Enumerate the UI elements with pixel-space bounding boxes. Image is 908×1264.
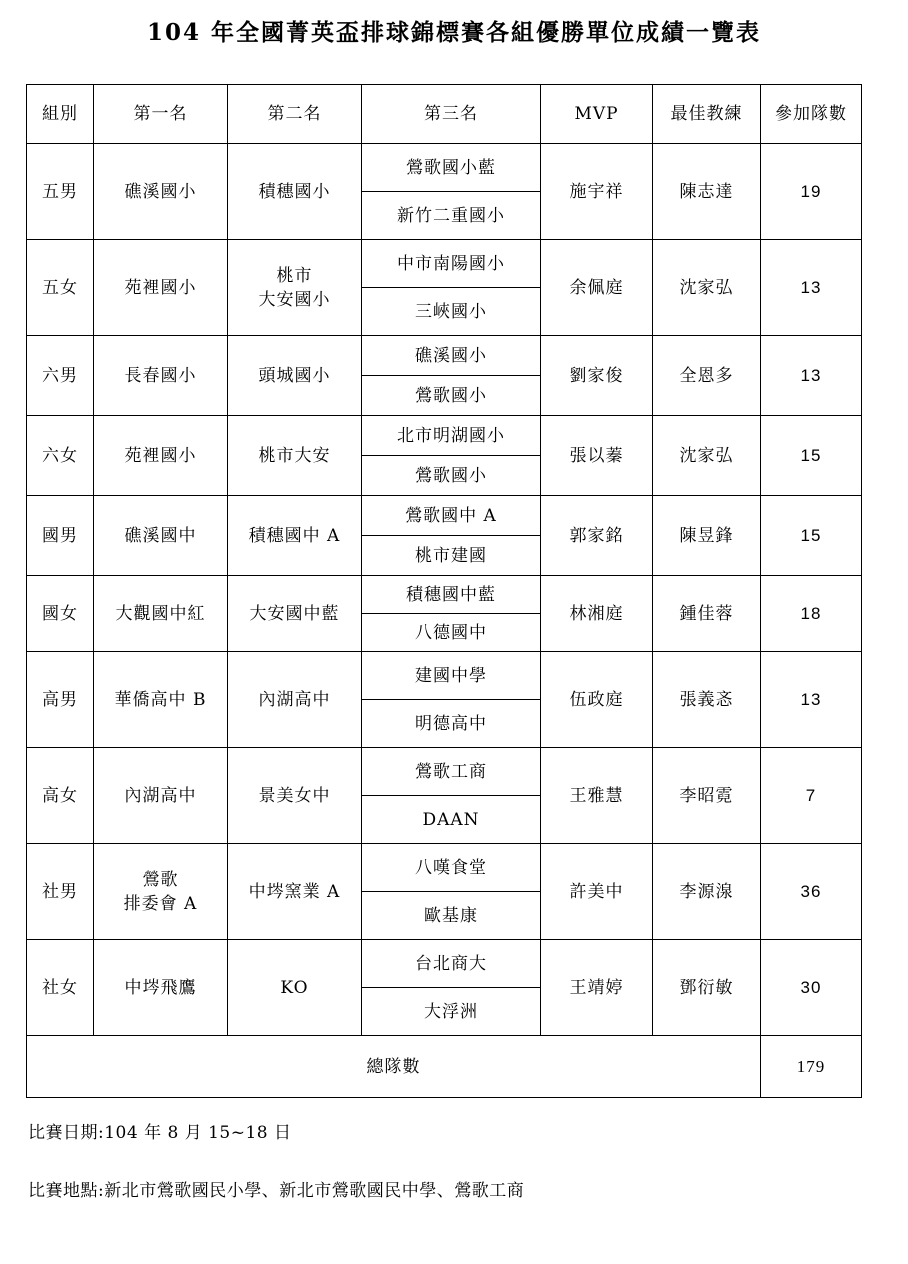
- teams-cell: 30: [761, 940, 862, 1036]
- second-place-cell: 桃市大安: [228, 416, 362, 496]
- first-place-cell: 大觀國中紅: [94, 576, 228, 652]
- third-place-cell: 桃市建國: [362, 536, 541, 576]
- col-header-first: 第一名: [94, 85, 228, 144]
- col-header-teams: 參加隊數: [761, 85, 862, 144]
- first-place-cell: 礁溪國中: [94, 496, 228, 576]
- third-place-cell: 明德高中: [362, 700, 541, 748]
- third-place-cell: 八德國中: [362, 614, 541, 652]
- mvp-cell: 郭家銘: [541, 496, 653, 576]
- mvp-cell: 王雅慧: [541, 748, 653, 844]
- third-place-cell: 積穗國中藍: [362, 576, 541, 614]
- third-place-cell: 鶯歌國小藍: [362, 144, 541, 192]
- third-place-cell: 大浮洲: [362, 988, 541, 1036]
- mvp-cell: 劉家俊: [541, 336, 653, 416]
- coach-cell: 陳志達: [653, 144, 761, 240]
- group-cell: 高女: [27, 748, 94, 844]
- group-cell: 社女: [27, 940, 94, 1036]
- teams-cell: 15: [761, 416, 862, 496]
- col-header-mvp: MVP: [541, 85, 653, 144]
- second-place-cell: 桃市 大安國小: [228, 240, 362, 336]
- second-place-cell: 積穗國小: [228, 144, 362, 240]
- group-cell: 六女: [27, 416, 94, 496]
- group-cell: 高男: [27, 652, 94, 748]
- second-place-cell: 中埁窯業 A: [228, 844, 362, 940]
- first-place-cell: 中埁飛鷹: [94, 940, 228, 1036]
- third-place-cell: 建國中學: [362, 652, 541, 700]
- coach-cell: 張義忞: [653, 652, 761, 748]
- results-body: [27, 144, 862, 1036]
- group-cell: 社男: [27, 844, 94, 940]
- second-place-cell: KO: [228, 940, 362, 1036]
- group-cell: 國男: [27, 496, 94, 576]
- third-place-cell: 台北商大: [362, 940, 541, 988]
- mvp-cell: 施宇祥: [541, 144, 653, 240]
- second-place-cell: 積穗國中 A: [228, 496, 362, 576]
- table-row: [27, 576, 862, 614]
- second-place-cell: 內湖高中: [228, 652, 362, 748]
- teams-cell: 18: [761, 576, 862, 652]
- teams-cell: 7: [761, 748, 862, 844]
- first-place-cell: 苑裡國小: [94, 240, 228, 336]
- table-row: [27, 240, 862, 288]
- coach-cell: 沈家弘: [653, 240, 761, 336]
- third-place-cell: 中市南陽國小: [362, 240, 541, 288]
- third-place-cell: 新竹二重國小: [362, 192, 541, 240]
- mvp-cell: 林湘庭: [541, 576, 653, 652]
- third-place-cell: DAAN: [362, 796, 541, 844]
- teams-cell: 36: [761, 844, 862, 940]
- mvp-cell: 王靖婷: [541, 940, 653, 1036]
- third-place-cell: 三峽國小: [362, 288, 541, 336]
- mvp-cell: 伍政庭: [541, 652, 653, 748]
- coach-cell: 沈家弘: [653, 416, 761, 496]
- third-place-cell: 鶯歌國小: [362, 456, 541, 496]
- group-cell: 國女: [27, 576, 94, 652]
- col-header-third: 第三名: [362, 85, 541, 144]
- match-venue: 比賽地點:新北市鶯歌國民小學、新北市鶯歌國民中學、鶯歌工商: [28, 1181, 525, 1201]
- table-row: [27, 940, 862, 988]
- group-cell: 五男: [27, 144, 94, 240]
- third-place-cell: 礁溪國小: [362, 336, 541, 376]
- third-place-cell: 鶯歌工商: [362, 748, 541, 796]
- coach-cell: 陳昱鋒: [653, 496, 761, 576]
- group-cell: 五女: [27, 240, 94, 336]
- first-place-cell: 內湖高中: [94, 748, 228, 844]
- coach-cell: 鄧衍敏: [653, 940, 761, 1036]
- coach-cell: 李昭霓: [653, 748, 761, 844]
- third-place-cell: 北市明湖國小: [362, 416, 541, 456]
- table-row: [27, 844, 862, 892]
- col-header-second: 第二名: [228, 85, 362, 144]
- col-header-group: 組別: [27, 85, 94, 144]
- mvp-cell: 張以蓁: [541, 416, 653, 496]
- match-date: 比賽日期:104 年 8 月 15~18 日: [28, 1123, 292, 1143]
- teams-cell: 13: [761, 240, 862, 336]
- third-place-cell: 鶯歌國中 A: [362, 496, 541, 536]
- table-row: [27, 416, 862, 456]
- results-table: [26, 84, 862, 1098]
- second-place-cell: 大安國中藍: [228, 576, 362, 652]
- first-place-cell: 苑裡國小: [94, 416, 228, 496]
- second-place-cell: 頭城國小: [228, 336, 362, 416]
- table-row: [27, 748, 862, 796]
- third-place-cell: 八嘆食堂: [362, 844, 541, 892]
- coach-cell: 鍾佳蓉: [653, 576, 761, 652]
- teams-cell: 15: [761, 496, 862, 576]
- header-row: [27, 85, 862, 144]
- coach-cell: 李源湶: [653, 844, 761, 940]
- group-cell: 六男: [27, 336, 94, 416]
- total-value: 179: [761, 1036, 862, 1098]
- third-place-cell: 鶯歌國小: [362, 376, 541, 416]
- first-place-cell: 長春國小: [94, 336, 228, 416]
- total-label: 總隊數: [27, 1036, 761, 1098]
- teams-cell: 13: [761, 336, 862, 416]
- teams-cell: 19: [761, 144, 862, 240]
- table-row: [27, 496, 862, 536]
- mvp-cell: 余佩庭: [541, 240, 653, 336]
- teams-cell: 13: [761, 652, 862, 748]
- total-row: [27, 1036, 862, 1098]
- page-title: 104 年全國菁英盃排球錦標賽各組優勝單位成績一覽表: [146, 19, 762, 46]
- mvp-cell: 許美中: [541, 844, 653, 940]
- table-row: [27, 652, 862, 700]
- first-place-cell: 礁溪國小: [94, 144, 228, 240]
- first-place-cell: 鶯歌 排委會 A: [94, 844, 228, 940]
- col-header-coach: 最佳教練: [653, 85, 761, 144]
- first-place-cell: 華僑高中 B: [94, 652, 228, 748]
- second-place-cell: 景美女中: [228, 748, 362, 844]
- coach-cell: 全恩多: [653, 336, 761, 416]
- table-row: [27, 336, 862, 376]
- third-place-cell: 歐基康: [362, 892, 541, 940]
- table-row: [27, 144, 862, 192]
